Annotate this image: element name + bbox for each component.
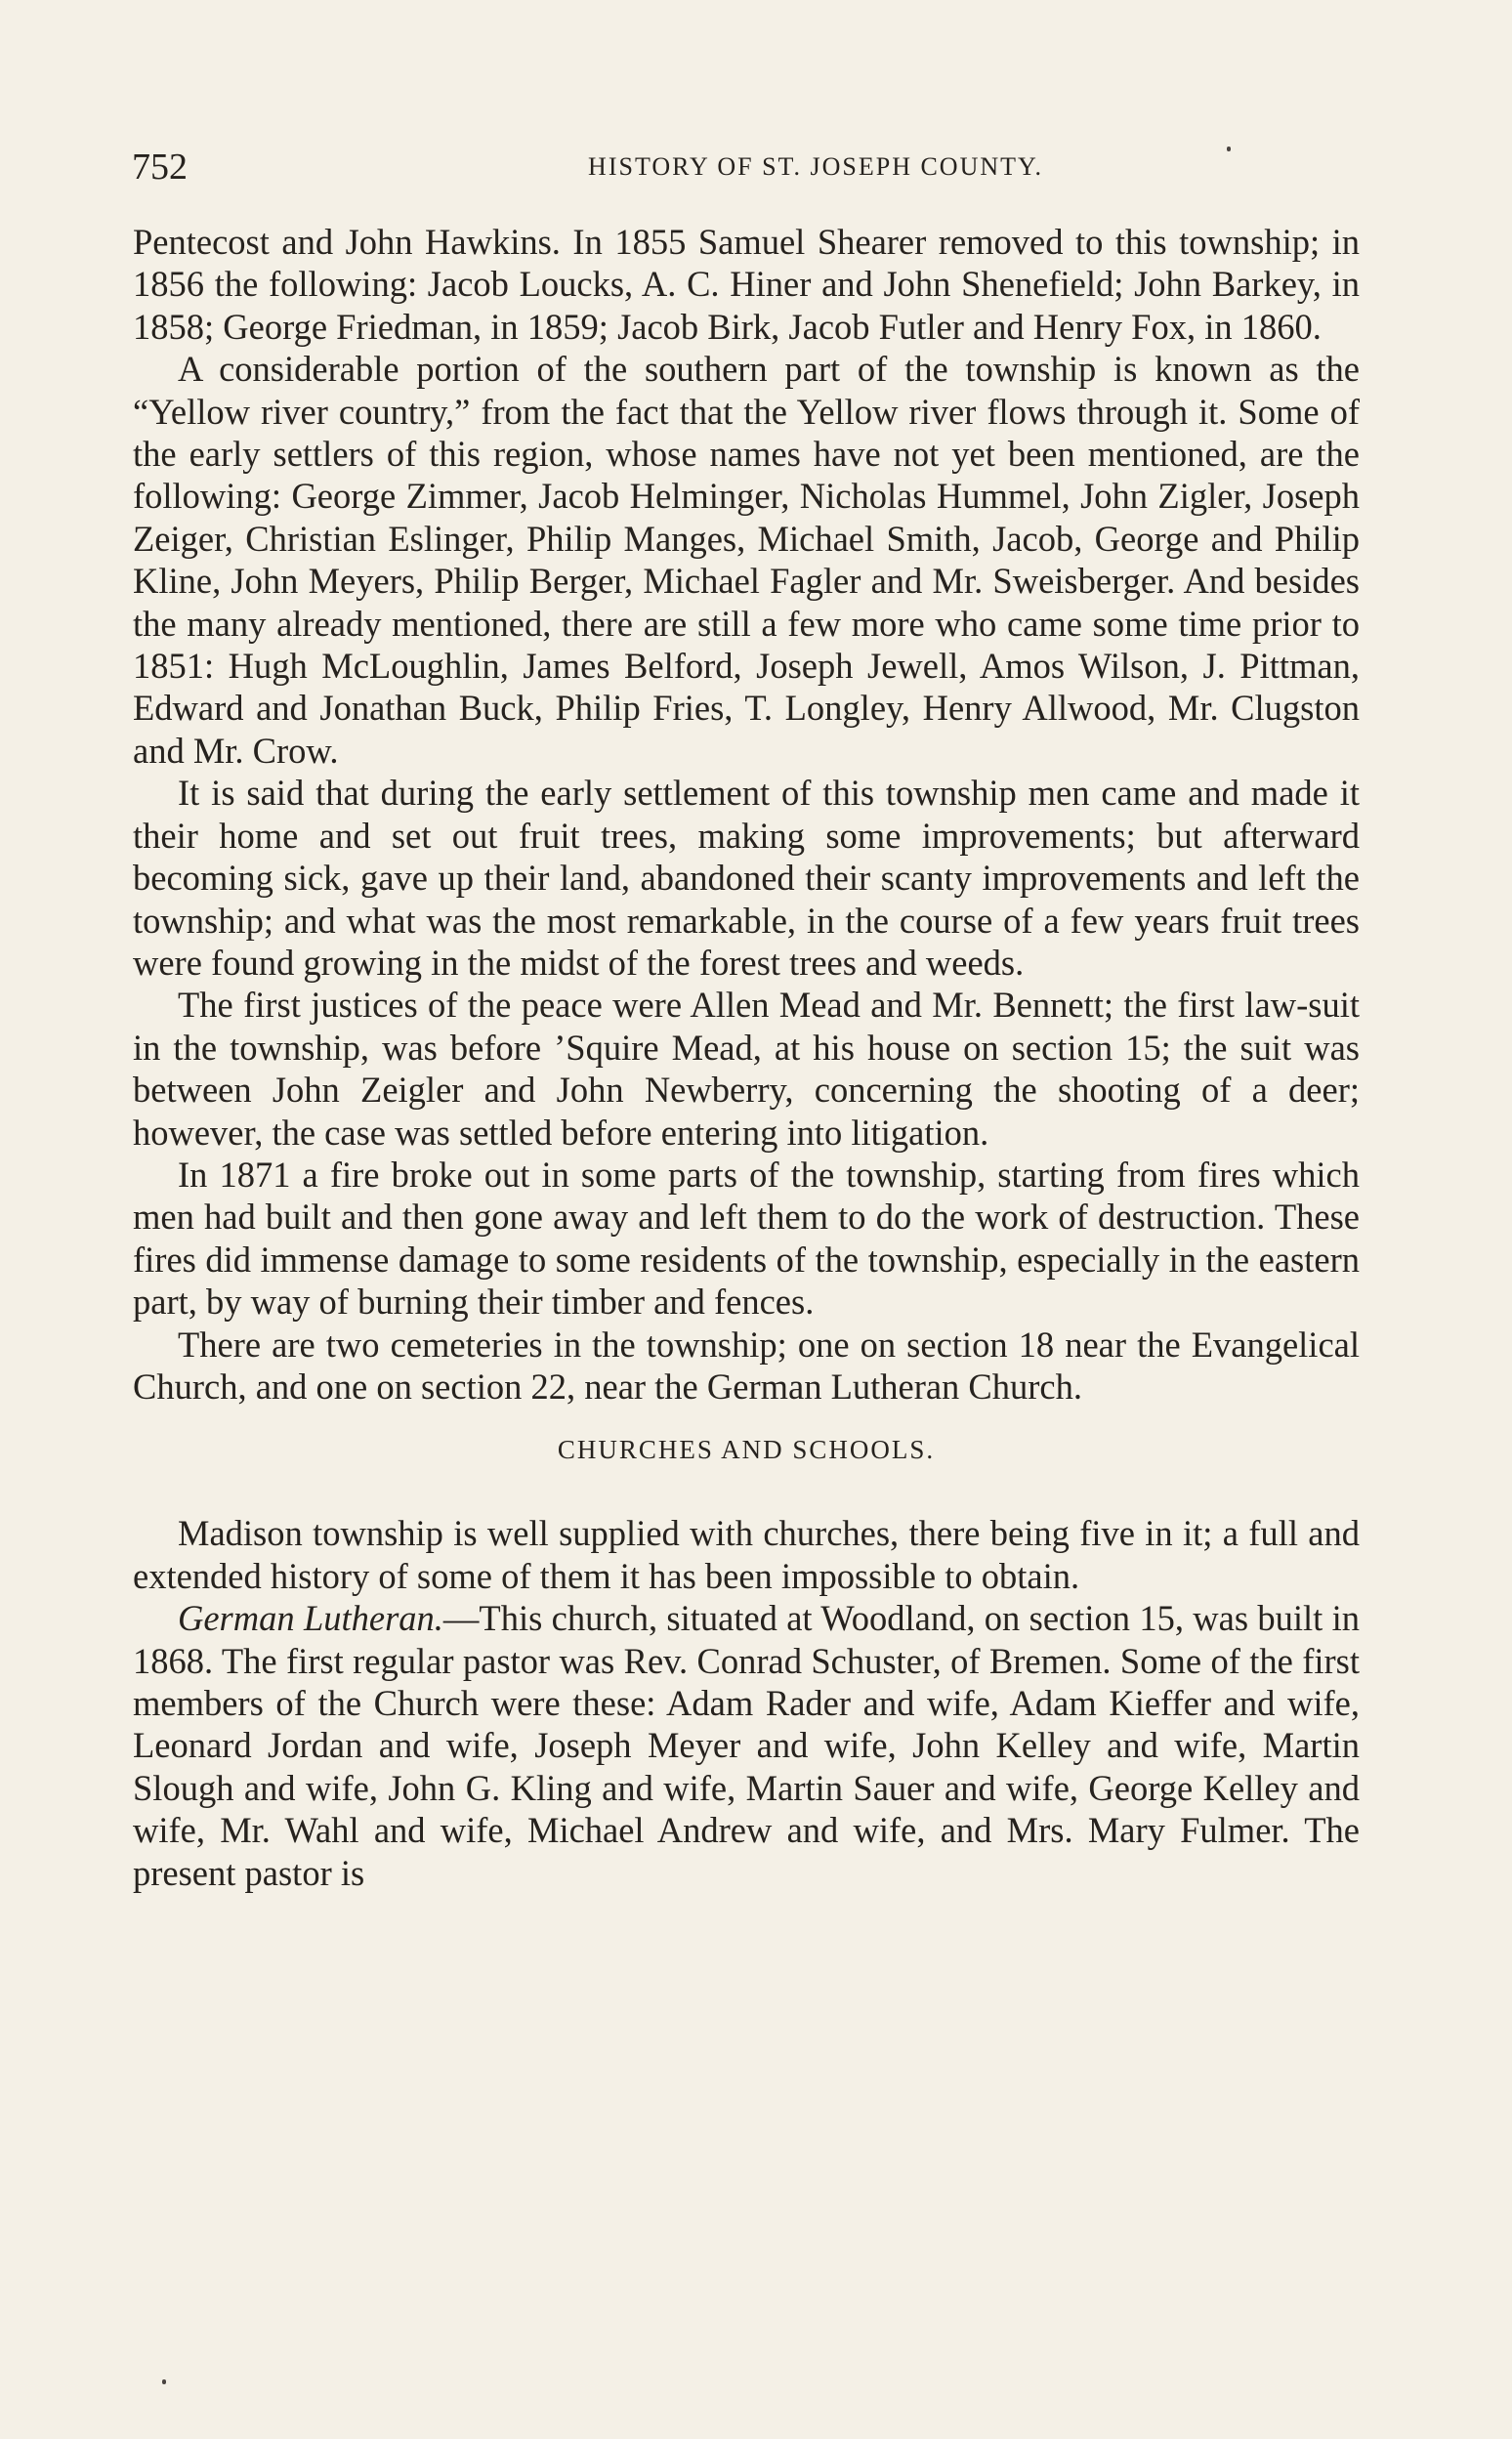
ink-speck	[162, 2379, 166, 2384]
running-title: HISTORY OF ST. JOSEPH COUNTY.	[588, 152, 1043, 181]
paragraph-8	[133, 1597, 1360, 1894]
paragraph-2: A considerable portion of the southern part of the township is known as the “Yellow river country,” from the fact that the Yellow river flows through it. Some of the early settlers of this region, whose names have not yet been mentioned, are the following: George Zimmer, Jacob Helminger, Nicholas Hummel, John Zigler, Joseph Zeiger, Christian Eslinger, Philip Manges, Michael Smith, Jacob, George and Philip Kline, John Meyers, Philip Berger, Michael Fagler and Mr. Sweisberger. And besides the many already mentioned, there are still a few more who came some time prior to 1851: Hugh McLoughlin, James Belford, Joseph Jewell, Amos Wilson, J. Pittman, Edward and Jonathan Buck, Philip Fries, T. Longley, Henry Allwood, Mr. Clugston and Mr. Crow.	[133, 349, 1360, 771]
paragraph-7: Madison township is well supplied with churches, there being five in it; a full and extended history of some of them it has been impossible to obtain.	[133, 1513, 1360, 1596]
ink-speck	[1227, 147, 1231, 151]
paragraph-1: Pentecost and John Hawkins. In 1855 Samuel Shearer removed to this township; in 1856 the following: Jacob Loucks, A. C. Hiner and John Shenefield; John Barkey, in 1858; George Friedman, in 1859; Jacob Birk, Jacob Futler and Henry Fox, in 1860.	[133, 222, 1360, 347]
paragraph-8-text: —This church, situated at Woodland, on section 15, was built in 1868. The first regular pastor was Rev. Conrad Schuster, of Bremen. Some of the first members of the Church were these: Adam Rader and wife, Adam Kieffer and wife, Leonard Jordan and wife, Joseph Meyer and wife, John Kelley and wife, Martin Slough and wife, John G. Kling and wife, Martin Sauer and wife, George Kelley and wife, Mr. Wahl and wife, Michael Andrew and wife, and Mrs. Mary Fulmer. The present pastor is	[133, 1598, 1360, 1893]
page-header	[132, 143, 1363, 191]
paragraph-5: In 1871 a fire broke out in some parts of the township, starting from fires which men had built and then gone away and left them to do the work of destruction. These fires did immense damage to some residents of the township, especially in the eastern part, by way of burning their timber and fences.	[133, 1154, 1360, 1323]
page-number: 752	[132, 147, 188, 188]
section-heading: CHURCHES AND SCHOOLS.	[557, 1435, 936, 1465]
paragraph-3: It is said that during the early settlement of this township men came and made it their home and set out fruit trees, making some improvements; but afterward becoming sick, gave up their land, abandoned their scanty improvements and left the township; and what was the most remarkable, in the course of a few years fruit trees were found growing in the midst of the forest trees and weeds.	[133, 773, 1360, 983]
paragraph-4: The first justices of the peace were Allen Mead and Mr. Bennett; the first law-suit in the township, was before ’Squire Mead, at his house on section 15; the suit was between John Zeigler and John Newberry, concerning the shooting of a deer; however, the case was settled before entering into litigation.	[133, 985, 1360, 1153]
paragraph-8-title: German Lutheran.	[178, 1598, 443, 1639]
body-text	[133, 221, 1360, 1894]
paragraph-6: There are two cemeteries in the township; one on section 18 near the Evangelical Church, and one on section 22, near the German Lutheran Church.	[133, 1324, 1360, 1407]
